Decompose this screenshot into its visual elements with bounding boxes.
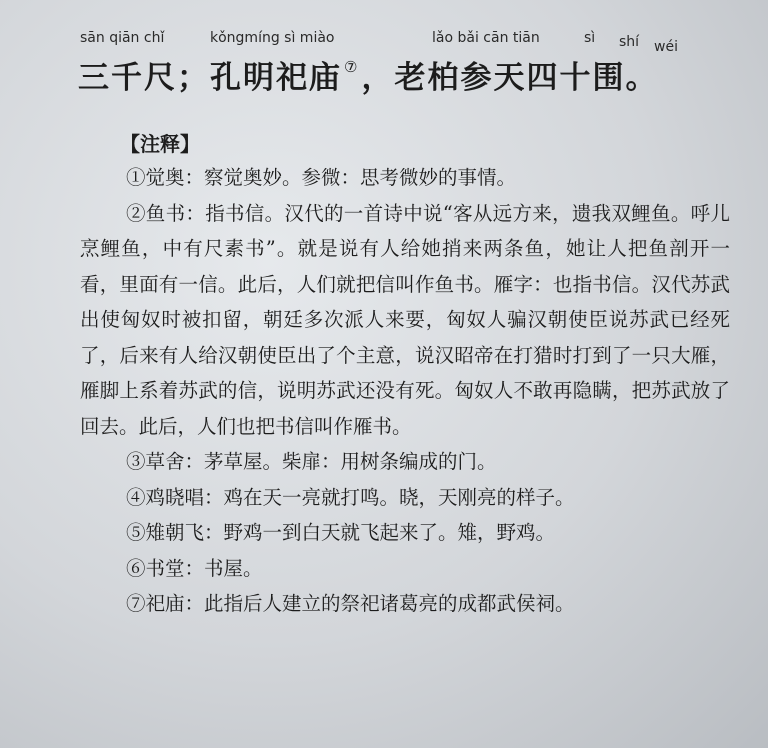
note-7: ⑦祀庙：此指后人建立的祭祀诸葛亮的成都武侯祠。 (126, 592, 575, 615)
pinyin-annotation-row (80, 30, 760, 55)
pinyin-si: sì (584, 30, 596, 46)
notes-heading: 【注释】 (120, 132, 200, 156)
note-4: ④鸡晓唱：鸡在天一亮就打鸣。晓，天刚亮的样子。 (126, 485, 575, 509)
pinyin-lao-bai-can-tian: lǎo bǎi cān tiān (432, 30, 540, 46)
pinyin-shi: shí (619, 34, 640, 50)
pinyin-wei: wéi (654, 39, 678, 55)
pinyin-kongming-si-miao: kǒngmíng sì miào (210, 30, 335, 46)
note-2: ②鱼书：指书信。汉代的一首诗中说“客从远方来，遗我双鲤鱼。呼儿烹鲤鱼，中有尺素书”。就是说有人给她捎来两条鱼，她让人把鱼剖开一看，里面有一信。此后，人们就把信叫作鱼书。雁字：也指书信。汉代苏武出使匈奴时被扣留，朝廷多次派人来要，匈奴人骗汉朝使臣说苏武已经死了，后来有人给汉朝使臣出了个主意，说汉昭帝在打猎时打到了一只大雁，雁脚上系着苏武的信，说明苏武还没有死。匈奴人不敢再隐瞒，把苏武放了回去。此后，人们也把书信叫作雁书。 (80, 201, 730, 438)
footnote-marker: ⑦ (344, 58, 360, 76)
note-5: ⑤雉朝飞：野鸡一到白天就飞起来了。雉，野鸡。 (126, 521, 556, 544)
note-3: ③草舍：茅草屋。柴扉：用树条编成的门。 (126, 450, 497, 473)
verse-text-part-1: 三千尺；孔明祀庙 (78, 60, 342, 96)
note-6: ⑥书堂：书屋。 (126, 556, 263, 580)
pinyin-san-qian-chi: sān qiān chǐ (80, 30, 165, 46)
notes-section (80, 160, 730, 622)
verse-text-part-2: ，老柏参天四十围。 (361, 60, 659, 96)
verse-line (78, 52, 768, 97)
note-1: ①觉奥：察觉奥妙。参微：思考微妙的事情。 (126, 166, 517, 189)
